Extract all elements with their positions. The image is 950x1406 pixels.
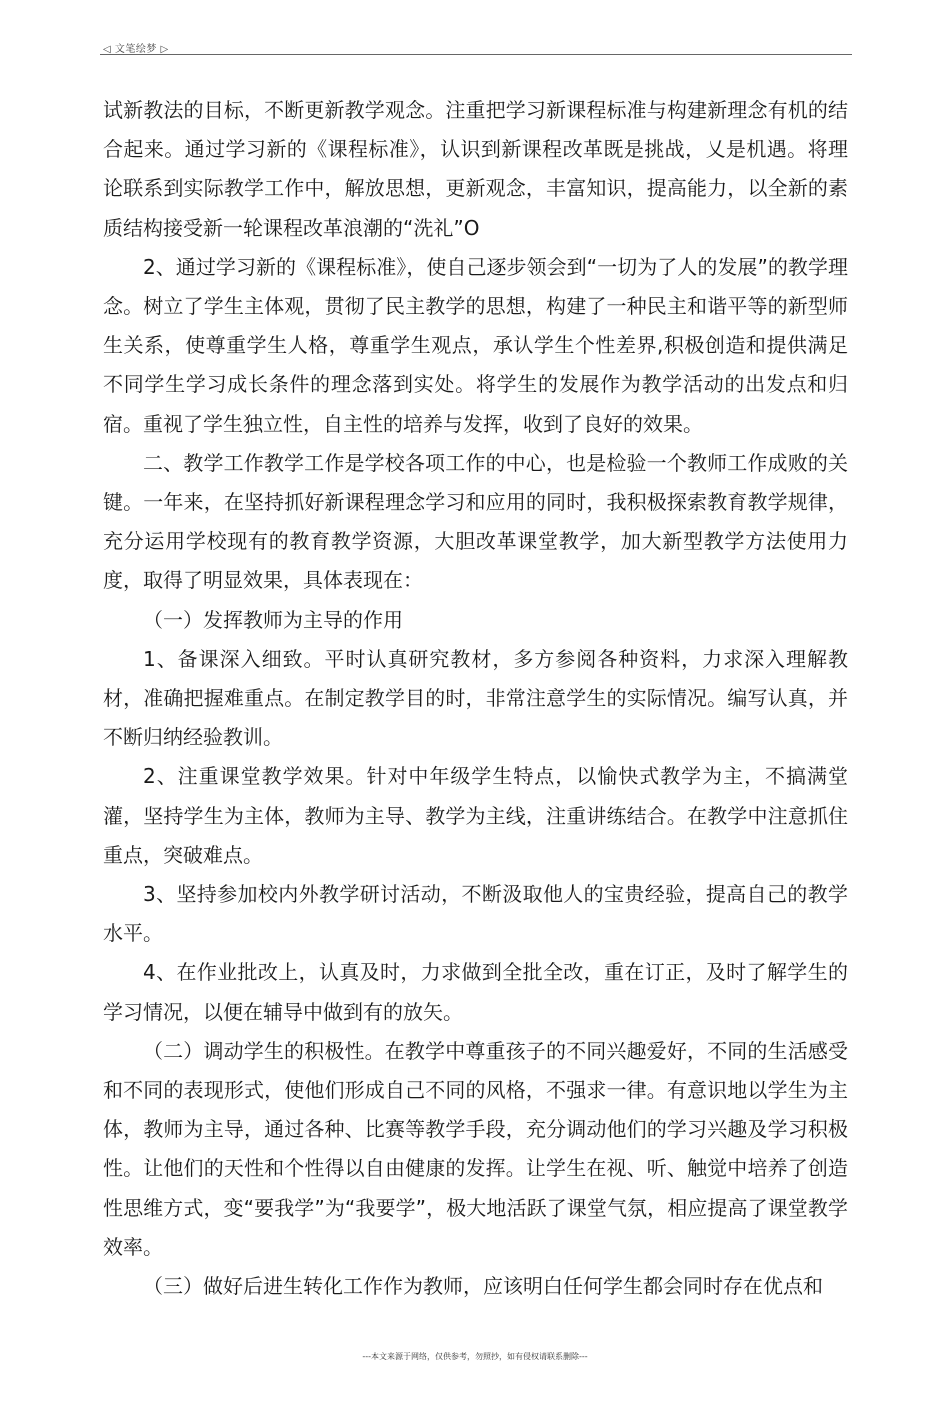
paragraph-4: （一）发挥教师为主导的作用: [143, 607, 403, 632]
paragraph-6: 2、注重课堂教学效果。针对中年级学生特点，以愉快式教学为主，不搞满堂灌，坚持学生为主体，教师为主导、教学为主线，注重讲练结合。在教学中注意抓住重点，突破难点。: [103, 764, 848, 867]
paragraph-1: 试新教法的目标，不断更新教学观念。注重把学习新课程标准与构建新理念有机的结合起来。通过学习新的《课程标准》，认识到新课程改革既是挑战，乂是机遇。将理论联系到实际教学工作中，解放思想，更新观念，丰富知识，提高能力，以全新的素质结构接受新一轮课程改革浪潮的“洗礼”O: [103, 98, 848, 240]
paragraph-9: （二）调动学生的积极性。在教学中尊重孩子的不同兴趣爱好，不同的生活感受和不同的表现形式，使他们形成自己不同的风格，不强求一律。有意识地以学生为主体，教师为主导，通过各种、比赛等教学手段，充分调动他们的学习兴趣及学习积极性。让他们的天性和个性得以自由健康的发挥。让学生在视、听、触觉中培养了创造性思维方式，变“要我学”为“我要学”，极大地活跃了课堂气氛，相应提高了课堂教学效率。: [103, 1038, 848, 1259]
page-header: ◁ 文笔绘梦 ▷: [103, 44, 169, 55]
paragraph-3: 二、教学工作教学工作是学校各项工作的中心，也是检验一个教师工作成败的关键。一年来，在坚持抓好新课程理念学习和应用的同时，我积极探索教育教学规律，充分运用学校现有的教育教学资源，大胆改革课堂教学，加大新型教学方法使用力度，取得了明显效果，具体表现在：: [103, 450, 848, 593]
paragraph-2: 2、通过学习新的《课程标准》，使自己逐步领会到“一切为了人的发展”的教学理念。树立了学生主体观，贯彻了民主教学的思想，构建了一种民主和谐平等的新型师生关系，使尊重学生人格，尊重学生观点，承认学生个性差界,积极创造和提供满足不同学生学习成长条件的理念落到实处。将学生的发展作为教学活动的出发点和归宿。重视了学生独立性，自主性的培养与发挥，收到了良好的效果。: [103, 254, 848, 436]
page-footer: ---本文来源于网络，仅供参考，勿照抄，如有侵权请联系删除---: [362, 1352, 588, 1361]
document-body: [103, 91, 848, 1306]
paragraph-7: 3、坚持参加校内外教学研讨活动，不断汲取他人的宝贵经验，提高自己的教学水平。: [103, 882, 848, 946]
paragraph-8: 4、在作业批改上，认真及时，力求做到全批全改，重在订正，及时了解学生的学习情况，以便在辅导中做到有的放矢。: [103, 960, 848, 1024]
paragraph-10: （三）做好后进生转化工作作为教师，应该明白任何学生都会同时存在优点和: [143, 1274, 823, 1299]
paragraph-5: 1、备课深入细致。平时认真研究教材，多方参阅各种资料，力求深入理解教材，准确把握难重点。在制定教学目的时，非常注意学生的实际情况。编写认真，并不断归纳经验教训。: [103, 646, 848, 750]
header-divider: [100, 54, 852, 55]
